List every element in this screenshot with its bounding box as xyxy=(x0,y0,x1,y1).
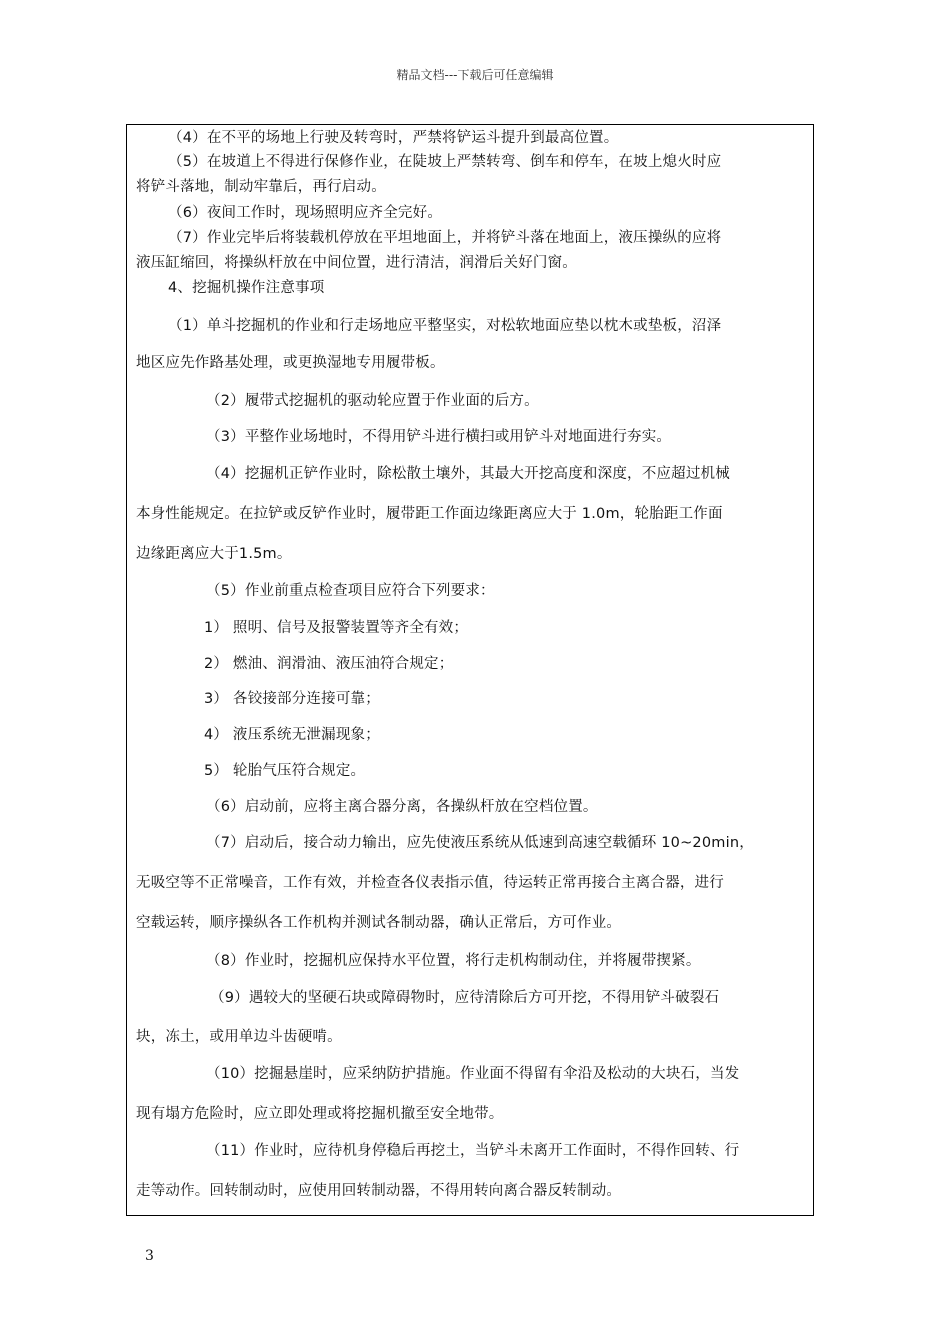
text-line: 空载运转，顺序操纵各工作机构并测试各制动器，确认正常后，方可作业。 xyxy=(136,915,622,931)
text-line: 4） 液压系统无泄漏现象； xyxy=(204,727,380,743)
text-line: （6）启动前，应将主离合器分离，各操纵杆放在空档位置。 xyxy=(206,799,598,815)
text-line: 边缘距离应大于1.5m。 xyxy=(136,546,292,562)
text-line: （2）履带式挖掘机的驱动轮应置于作业面的后方。 xyxy=(206,393,539,409)
text-line: （4）挖掘机正铲作业时，除松散土壤外，其最大开挖高度和深度，不应超过机械 xyxy=(206,466,730,482)
text-line: （10）挖掘悬崖时，应采纳防护措施。作业面不得留有伞沿及松动的大块石，当发 xyxy=(206,1066,740,1082)
text-line: 2） 燃油、润滑油、液压油符合规定； xyxy=(204,656,454,672)
text-line: 3） 各铰接部分连接可靠； xyxy=(204,691,380,707)
text-line: 本身性能规定。在拉铲或反铲作业时，履带距工作面边缘距离应大于 1.0m，轮胎距工作面 xyxy=(136,506,723,522)
text-line: 块，冻土，或用单边斗齿硬啃。 xyxy=(136,1029,342,1045)
page-number: 3 xyxy=(145,1248,154,1264)
text-line: 地区应先作路基处理，或更换湿地专用履带板。 xyxy=(136,355,445,371)
text-line: 1） 照明、信号及报警装置等齐全有效； xyxy=(204,620,469,636)
text-line: （7）启动后，接合动力输出，应先使液压系统从低速到高速空载循环 10~20min， xyxy=(206,835,754,851)
text-line: （7）作业完毕后将装载机停放在平坦地面上，并将铲斗落在地面上，液压操纵的应将 xyxy=(168,230,722,246)
text-line: 液压缸缩回，将操纵杆放在中间位置，进行清洁，润滑后关好门窗。 xyxy=(136,255,577,271)
text-line: 4、挖掘机操作注意事项 xyxy=(168,280,325,296)
text-line: 现有塌方危险时，应立即处理或将挖掘机撤至安全地带。 xyxy=(136,1106,504,1122)
text-line: （3）平整作业场地时，不得用铲斗进行横扫或用铲斗对地面进行夯实。 xyxy=(206,429,672,445)
text-line: （9）遇较大的坚硬石块或障碍物时，应待清除后方可开挖，不得用铲斗破裂石 xyxy=(210,990,720,1006)
text-line: （8）作业时，挖掘机应保持水平位置，将行走机构制动住，并将履带揳紧。 xyxy=(206,953,701,969)
text-line: 将铲斗落地，制动牢靠后，再行启动。 xyxy=(136,179,386,195)
text-line: 走等动作。回转制动时，应使用回转制动器，不得用转向离合器反转制动。 xyxy=(136,1183,622,1199)
text-line: （4）在不平的场地上行驶及转弯时，严禁将铲运斗提升到最高位置。 xyxy=(168,130,619,146)
text-line: （5）在坡道上不得进行保修作业，在陡坡上严禁转弯、倒车和停车，在坡上熄火时应 xyxy=(168,154,722,170)
text-line: （1）单斗挖掘机的作业和行走场地应平整坚实，对松软地面应垫以枕木或垫板，沼泽 xyxy=(168,318,722,334)
text-line: 无吸空等不正常噪音，工作有效，并检查各仪表指示值，待运转正常再接合主离合器，进行 xyxy=(136,875,724,891)
page-header: 精品文档---下载后可任意编辑 xyxy=(396,68,554,82)
text-line: 5） 轮胎气压符合规定。 xyxy=(204,763,366,779)
text-line: （11）作业时，应待机身停稳后再挖土，当铲斗未离开工作面时，不得作回转、行 xyxy=(206,1143,740,1159)
text-line: （5）作业前重点检查项目应符合下列要求： xyxy=(206,583,495,599)
text-line: （6）夜间工作时，现场照明应齐全完好。 xyxy=(168,205,443,221)
